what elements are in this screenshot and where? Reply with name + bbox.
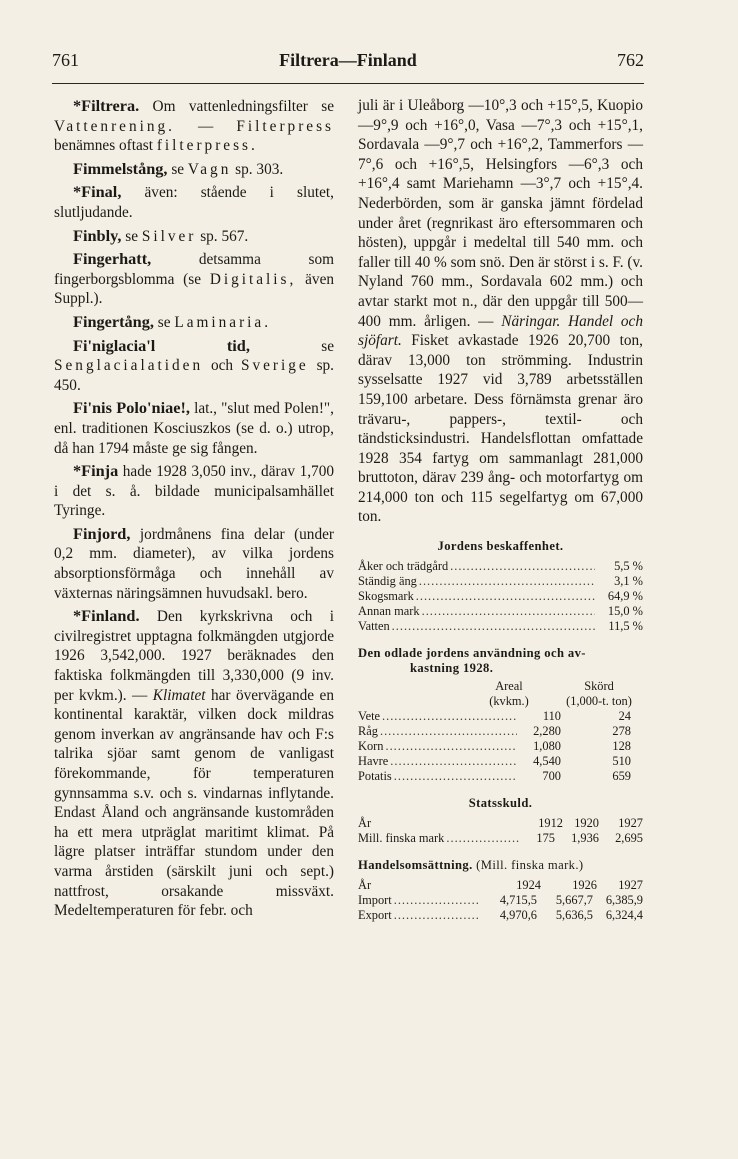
entry-finjord [54,524,334,603]
column-header: 1927 [618,816,643,831]
leader-dots [390,754,517,769]
finland-continuation [358,96,643,527]
entry-text: Den kyrkskrivna och i civilregistret upptagna folkmängden utgjorde 1926 3,542,000. 1927 beräknades den faktiska folkmängden till 3,330,000 (9 inv. per kvkm.). — [54,608,334,704]
spaced-term: Filterpress [236,117,334,135]
table-cell: 3,1 % [614,574,643,589]
table-body [358,559,643,634]
column-header: Areal [495,679,523,694]
table-title: Statsskuld. [468,796,533,811]
table-title-bold: Handelsomsättning. [358,858,473,873]
leader-dots [419,574,595,589]
entry-text: Fisket avkastade 1926 20,700 ton, därav 13,000 ton strömming. Industrin sysselsatte 1927 vid 3,789 arbetsställen 159,100 arbetare. Dess förnämsta grenar äro trävaru-, pappers-, textil- och tändsticksindustri. Handelsflottan omfattade 1928 354 fartyg om sammanlagt 281,000 bruttoton, därav 239 ång- och motorfartyg om 214,000 ton och 115 segelfartyg om 67,000 ton. [358,332,643,526]
column-header: 1920 [574,816,599,831]
leader-dots [392,619,595,634]
cross-reference: Silver [141,227,197,245]
column-header: (1,000-t. ton) [566,694,632,709]
table-row [358,908,643,923]
right-column [358,96,643,923]
table-body [358,893,643,923]
table-row [358,754,643,769]
leader-dots [416,589,595,604]
table-cell: 175 [536,831,555,846]
row-label: Vete [358,709,381,724]
spaced-term: filterpress. [156,137,258,155]
table-row [358,559,643,574]
entry-text: och [203,357,241,375]
leader-dots [382,709,517,724]
table-cell: 1,936 [571,831,599,846]
table-title-line: kastning 1928. [410,661,494,676]
row-label: Skogsmark [358,589,414,604]
row-label: Annan mark [358,604,420,619]
headword: Fingerhatt, [73,249,152,269]
table-title [358,646,643,676]
entry-finis [54,398,334,458]
left-column [54,96,334,924]
headword: Fi'nis Polo'niae!, [73,398,190,418]
entry-text: sp. 450. [54,357,334,394]
column-header: 1926 [572,878,597,893]
table-cell: 24 [618,709,631,724]
row-label: Export [358,908,392,923]
entry-fingerhatt [54,249,334,309]
table-title [358,858,643,873]
entry-text: se [167,160,188,178]
leader-dots [385,739,517,754]
running-title: Filtrera—Finland [279,50,417,70]
cross-reference: Vattenrening. [54,117,175,135]
entry-text: även: stående i slutet, slutljudande. [54,184,334,221]
headword: Finbly, [73,225,122,245]
table-handelsomsattning [358,858,643,923]
table-cell: 4,540 [533,754,561,769]
entry-text: sp. 567. [196,227,249,245]
cross-reference: Digitalis, [209,270,297,288]
entry-fimmelstang [54,159,334,180]
section-label: Klimatet [152,686,206,704]
table-cell: 4,715,5 [499,893,537,908]
table-row [358,619,643,634]
row-label: Vatten [358,619,390,634]
entry-text: benämnes oftast [54,137,157,155]
table-cell: 110 [542,709,561,724]
table-title: Jordens beskaffenhet. [437,539,564,554]
table-cell: 15,0 % [607,604,643,619]
headword: Finjord, [73,523,131,543]
leader-dots [422,604,595,619]
headword: Fi'niglacia'l tid, [73,335,250,355]
row-label: Korn [358,739,384,754]
table-row [358,709,643,724]
table-cell: 5,667,7 [555,893,593,908]
table-cell: 11,5 % [608,619,643,634]
table-cell: 5,5 % [614,559,643,574]
leader-dots [450,559,595,574]
table-cell: 64,9 % [607,589,643,604]
row-label: Ständig äng [358,574,417,589]
row-label: Mill. finska mark [358,831,445,846]
table-jordens-beskaffenhet [358,539,643,634]
table-cell: 1,080 [533,739,561,754]
table-cell: 4,970,6 [499,908,537,923]
table-row [358,604,643,619]
row-label: Potatis [358,769,392,784]
page-number-left: 761 [52,50,79,70]
table-row [358,589,643,604]
headword: *Finja [73,461,119,481]
table-row [358,831,643,846]
table-row [358,769,643,784]
table-cell: 6,385,9 [605,893,643,908]
table-cell: 128 [612,739,631,754]
entry-text: se [121,227,142,245]
headword: Fingertång, [73,311,154,331]
header-rule [52,83,644,84]
row-label: Havre [358,754,389,769]
table-header [358,878,643,893]
leader-dots [394,769,517,784]
entry-text: även Suppl.). [54,270,335,308]
table-header [358,816,643,831]
entry-text: har övervägande en kontinental karaktär, vilken dock mildras genom inverkan av angränsande hav och F:s talrika sjöar samt genom de vanligast förekommande, för temperaturen gynnsamma s.v. och s. vindarnas inflytande. Endast Åland och angränsande kustområden ha ett mera utpräglat maritimt klimat. På lägre platser inträffar stundom under den varma årstiden (särskilt juni och sept.) nattfrost, orsakande missväxt. Medeltemperaturen för febr. och [54,686,334,920]
table-odlade-jordens [358,646,643,784]
table-cell: 700 [542,769,561,784]
headword: *Finland. [73,606,140,626]
entry-text: Om vattenledningsfilter se [139,98,334,115]
column-header: 1912 [538,816,563,831]
cross-reference: Sverige [240,357,309,375]
row-label: Åker och trädgård [358,559,449,574]
cross-reference: Senglacialatiden [54,357,204,375]
entry-finiglacial [54,336,334,396]
table-cell: 2,695 [615,831,643,846]
table-header [358,694,643,709]
entry-filtrera [54,96,334,156]
page-header [52,50,644,80]
column-header: År [358,816,372,831]
table-cell: 6,324,4 [605,908,643,923]
table-header [358,679,643,694]
entry-fingertang [54,312,334,333]
table-cell: 2,280 [533,724,561,739]
row-label: Import [358,893,392,908]
column-header: År [358,878,372,893]
table-cell: 659 [612,769,631,784]
entry-text: — [174,117,237,135]
leader-dots [394,893,479,908]
column-header: (kvkm.) [489,694,529,709]
cross-reference: Vagn [187,160,232,178]
column-header: 1924 [516,878,541,893]
entry-text: detsamma som fingerborgsblomma (se [54,251,334,288]
row-label: Råg [358,724,378,739]
entry-finland [54,606,334,921]
table-row [358,739,643,754]
table-row [358,724,643,739]
table-cell: 5,636,5 [555,908,593,923]
leader-dots [446,831,519,846]
headword: Fimmelstång, [73,158,168,178]
entry-text: se [153,313,175,331]
headword: *Filtrera. [73,96,140,115]
headword: *Final, [73,182,122,202]
column-header: Skörd [584,679,614,694]
entry-text: juli är i Uleåborg —10°,3 och +15°,5, Kuopio —9°,9 och +16°,0, Vasa —7°,3 och +15°,1, Sordavala —9°,7 och +16°,2, Tammerfors —7°,6 och +16°,5, Helsingfors —6°,3 och +16°,4 samt Mariehamn —3°,7 och +15°,4. Nederbörden, som är ganska jämnt fördelad under året (regnrikast äro eftersommaren och hösten), uppgår i medeltal till 540 mm. och faller till 40 % som snö. Den är störst i s. F. (v. Nyland 760 mm., Sordavala 602 mm.) och avtar starkt mot n., där den uppgår till 500—400 mm. årligen. — [358,97,643,330]
entry-text: se [249,337,334,355]
table-row [358,574,643,589]
table-body [358,709,643,784]
table-row [358,893,643,908]
entry-text: sp. 303. [231,160,284,178]
cross-reference: Laminaria. [174,313,272,331]
leader-dots [380,724,517,739]
table-statsskuld [358,796,643,846]
column-header: 1927 [618,878,643,893]
entry-finbly [54,226,334,247]
entry-text: lat., "slut med Polen!", enl. traditionen Kosciuszkos (se d. o.) utrop, då han 1794 måste ge sig fången. [54,400,334,457]
entry-text: jordmånens fina delar (under 0,2 mm. diameter), av vilka jordens absorptionsförmåga och innehåll av växternas näringsämnen huvudsakl. bero. [54,525,334,602]
entry-text: hade 1928 3,050 inv., därav 1,700 i det s. å. bildade municipalsamhället Tyringe. [54,463,334,520]
section-label: Näringar. Handel och sjöfart. [358,312,643,350]
page-number-right: 762 [617,50,644,70]
table-cell: 278 [612,724,631,739]
table-cell: 510 [612,754,631,769]
entry-final [54,182,334,222]
table-title-note: (Mill. finska mark.) [472,858,584,873]
entry-finja [54,461,334,521]
leader-dots [394,908,479,923]
table-title-line: Den odlade jordens användning och av- [358,646,586,661]
